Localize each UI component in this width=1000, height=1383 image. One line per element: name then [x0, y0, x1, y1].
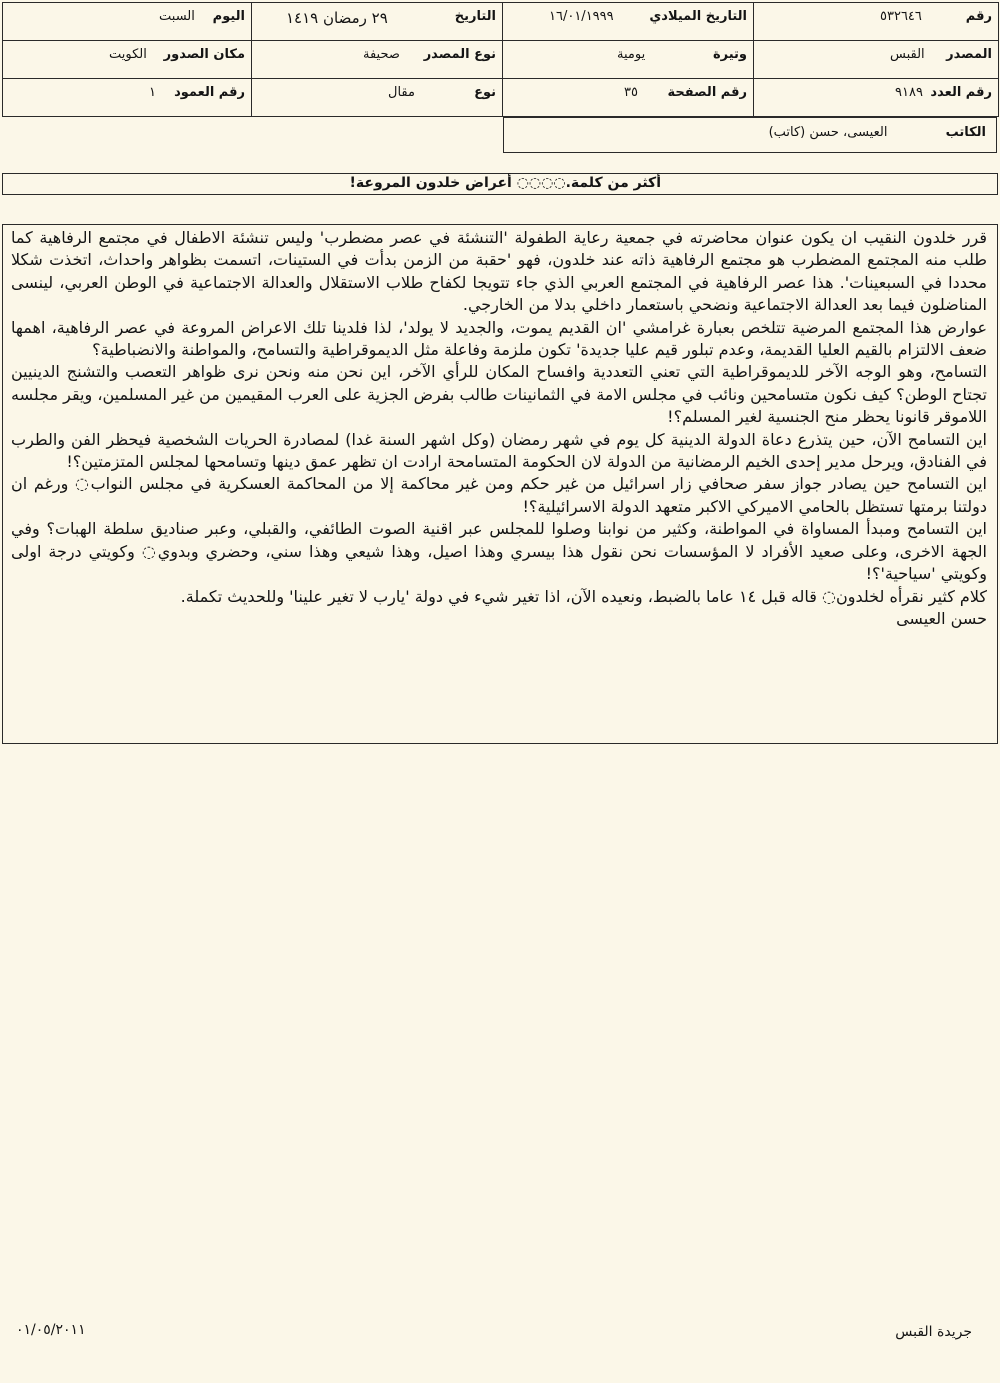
source-label: المصدر — [946, 47, 992, 62]
issue-number-value: ٩١٨٩ — [895, 85, 923, 100]
type-label: نوع — [474, 85, 496, 100]
issue-place-label: مكان الصدور — [163, 47, 245, 62]
issue-number-label: رقم العدد — [930, 85, 992, 100]
footer-newspaper: جريدة القبس — [895, 1324, 972, 1340]
hijri-date-label: التاريخ — [454, 9, 496, 24]
footer-date: ٠١/٠٥/٢٠١١ — [16, 1322, 86, 1338]
number-value: ٥٣٢٦٤٦ — [880, 9, 922, 24]
metadata-row-1 — [3, 3, 999, 41]
gregorian-date-label: التاريخ الميلادي — [649, 9, 747, 24]
page-number-value: ٣٥ — [624, 85, 638, 100]
source-type-label: نوع المصدر — [423, 47, 496, 62]
type-value: مقال — [388, 85, 415, 100]
paragraph-3: التسامح، وهو الوجه الآخر للديموقراطية التي تعني التعددية وافساح المكان للرأي الآخر، اين نحن منه ونحن نرى ظواهر التعصب والتشنج الدينيين تجتاح الوطن؟ كيف نكون متسامحين ونائب في مجلس الامة في الثمانينات طالب بفرض الجزية على العرب المقيمين من غير المسلمين، ويقر مجلسه اللاموقر قانونا يحظر منح الجنسية لغير المسلم؟! — [11, 362, 987, 427]
author-label: الكاتب — [945, 125, 986, 140]
frequency-cell — [503, 41, 754, 79]
type-cell — [252, 79, 503, 117]
frequency-value: يومية — [617, 47, 646, 62]
issue-place-cell — [3, 41, 252, 79]
paragraph-4: اين التسامح الآن، حين يتذرع دعاة الدولة الدينية كل يوم في شهر رمضان (وكل اشهر السنة غدا) لمصادرة الحريات الشخصية فيحظر الفن والطرب في الفنادق، ويرحل مدير إحدى الخيم الرمضانية من الدولة لان الحكومة المتسامحة ارادت ان تظهر عمق دينها وتسامحها لمجلس المتزمتين؟! — [11, 429, 987, 472]
article-body — [2, 224, 998, 744]
paragraph-7: كلام كثير نقرأه لخلدون◌ قاله قبل ١٤ عاما بالضبط، ونعيده الآن، اذا تغير شيء في دولة 'يارب لا تغير علينا' وللحديث تكملة. — [180, 586, 987, 606]
issue-place-value: الكويت — [109, 47, 147, 62]
paragraph-2: عوارض هذا المجتمع المرضية تتلخص بعبارة غرامشي 'ان القديم يموت، والجديد لا يولد'، لذا فلدينا تلك الاعراض المروعة في عصر الرفاهية، اهمها ضعف الالتزام بالقيم العليا القديمة، وعدم تبلور قيم عليا جديدة' تكون ملزمة وفاعلة مثل الديموقراطية والتسامح، والمواطنة والانضباطية؟ — [11, 317, 987, 360]
page-number-cell — [503, 79, 754, 117]
source-type-value: صحيفة — [363, 47, 400, 62]
article-signature: حسن العيسى — [896, 608, 987, 628]
day-cell — [3, 3, 252, 41]
frequency-label: وتيرة — [712, 47, 747, 62]
article-title: أكثر من كلمة.◌◌◌◌ أعراض خلدون المروعة! — [2, 173, 998, 195]
metadata-row-2 — [3, 41, 999, 79]
paragraph-5: اين التسامح حين يصادر جواز سفر صحافي زار اسرائيل من غير حكم ومن غير محاكمة إلا من المحاكمة العسكرية في مجلس النواب◌ ورغم ان دولتنا برمتها تستظل بالحامي الاميركي الاكبر متعهد الدولة الاسرائيلية؟! — [11, 474, 987, 516]
paragraph-6: اين التسامح ومبدأ المساواة في المواطنة، وكثير من نوابنا وصلوا للمجلس عبر اقنية الصوت الطائفي، والقبلي، وعبر صناديق سلطة الهبات؟ وفي الجهة الاخرى، وعلى صعيد الأفراد لا المؤسسات نحن نقول هذا بيسري وهذا اصيل، وهذا شيعي وهذا سني، وحضري وبدوي◌ وكويتي درجة اولى وكويتي 'سياحية'؟! — [11, 519, 987, 584]
metadata-row-3 — [3, 79, 999, 117]
gregorian-date-value: ١٦/٠١/١٩٩٩ — [549, 9, 614, 24]
day-value: السبت — [159, 9, 195, 24]
author-value: العيسى، حسن (كاتب) — [768, 125, 888, 140]
source-cell — [754, 41, 999, 79]
metadata-table — [2, 2, 999, 117]
author-row — [503, 117, 997, 153]
gregorian-date-cell — [503, 3, 754, 41]
column-number-cell — [3, 79, 252, 117]
source-type-cell — [252, 41, 503, 79]
number-cell — [754, 3, 999, 41]
page-number-label: رقم الصفحة — [667, 85, 747, 100]
day-label: اليوم — [212, 9, 245, 24]
hijri-date-value: ٢٩ رمضان ١٤١٩ — [286, 9, 388, 27]
source-value: القبس — [890, 47, 925, 62]
issue-number-cell — [754, 79, 999, 117]
hijri-date-cell — [252, 3, 503, 41]
paragraph-1: قرر خلدون النقيب ان يكون عنوان محاضرته في جمعية رعاية الطفولة 'التنشئة في عصر مضطرب' وليس تنشئة الاطفال في مجتمع الرفاهية كما طلب منه المجتمع المضطرب هو مجتمع الرفاهية ذاته عند خلدون، فهو 'حقبة من الزمن بدأت في الستينات، اتسمت بظواهر واحداث، اتخذت شكلا محددا في السبعينات'. هذا عصر الرفاهية في المجتمع العربي الذي جاء تتويجا لكفاح طلاب الاستقلال والعدالة الاجتماعية في الوطن العربي، لينسى المناضلون فيما بعد العدالة الاجتماعية ونضحي باستعمار داخلي بدلا من الخارجي. — [11, 228, 987, 315]
column-number-label: رقم العمود — [174, 85, 245, 100]
column-number-value: ١ — [149, 85, 156, 100]
number-label: رقم — [965, 9, 992, 24]
